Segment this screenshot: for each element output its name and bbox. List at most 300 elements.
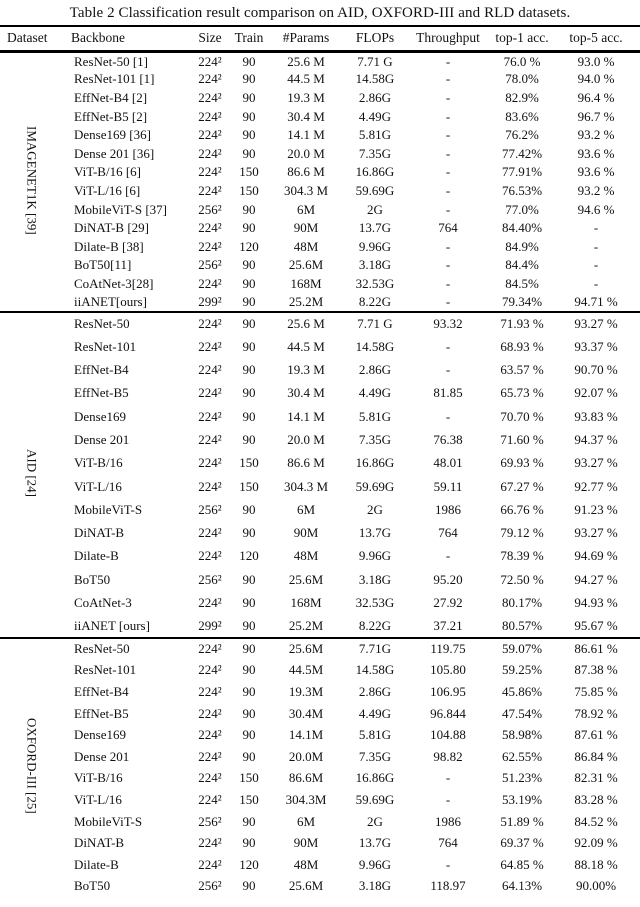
cell-top1-acc: 63.57 % [500,362,544,378]
cell-flops: 5.81G [358,408,392,424]
cell-backbone: BoT50 [74,878,111,894]
table-row [0,200,640,219]
table-row [0,660,640,682]
cell-top5-acc: 84.52 % [574,813,618,829]
cell-size: 224² [198,275,222,291]
cell-top1-acc: 84.4% [505,257,539,273]
cell-params: 90M [293,835,319,851]
cell-train: 90 [242,525,256,541]
cell-train: 90 [242,617,256,633]
cell-backbone: ViT-B/16 [74,455,123,471]
table-row [0,405,640,428]
table-row [0,811,640,833]
cell-flops: 3.18G [358,257,392,273]
cell-flops: 2.86G [358,362,392,378]
dataset-label: IMAGENET1K [39] [24,125,40,235]
cell-train: 90 [242,748,256,764]
cell-backbone: ResNet-50 [64,638,188,660]
cell-throughput: - [445,791,451,807]
cell-throughput: 76.38 [433,431,463,447]
table-row [0,144,640,163]
cell-top5-acc: 90.70 % [574,362,618,378]
cell-backbone: Dilate-B [74,548,119,564]
cell-train: 120 [239,238,259,254]
table-row [0,789,640,811]
table-row [0,335,640,358]
cell-throughput: 96.844 [430,705,466,721]
cell-backbone: CoAtNet-3 [74,595,132,611]
cell-backbone: ResNet-101 [74,338,137,354]
cell-size: 224² [198,220,222,236]
table-row [0,293,640,312]
cell-top1-acc: 58.98% [501,727,543,743]
cell-top5-acc: 96.4 % [577,89,615,105]
cell-size: 224² [198,770,222,786]
cell-throughput: - [445,275,451,291]
cell-train: 90 [242,294,256,310]
table-row [0,256,640,275]
cell-size: 224² [198,791,222,807]
cell-top1-acc: 84.40% [501,220,543,236]
cell-train: 90 [242,71,256,87]
cell-params: 25.6 M [287,53,325,69]
cell-train: 90 [242,127,256,143]
cell-params: 25.2M [288,294,324,310]
cell-backbone: ViT-L/16 [74,791,122,807]
cell-flops: 8.22G [358,617,392,633]
cell-top5-acc: 93.2 % [577,127,615,143]
cell-backbone: Dense 201 [36] [74,145,155,161]
cell-throughput: - [445,53,451,69]
cell-params: 86.6 M [287,455,325,471]
cell-params: 25.6M [266,638,346,660]
cell-top1-acc: 70.70 % [500,408,544,424]
cell-top5-acc: 94.71 % [574,294,618,310]
cell-size: 224² [198,71,222,87]
cell-backbone: ViT-B/16 [74,770,123,786]
cell-train: 150 [239,478,259,494]
cell-flops: 7.35G [358,145,392,161]
cell-top1-acc: 71.60 % [500,431,544,447]
cell-size: 224² [198,705,222,721]
column-header-backbone: Backbone [64,26,188,52]
cell-throughput: - [445,362,451,378]
cell-params: 19.3M [288,683,324,699]
table-caption: Table 2 Classification result comparison on AID, OXFORD-III and RLD datasets. [69,5,571,21]
cell-flops: 7.71G [346,638,404,660]
cell-throughput: 106.95 [430,683,466,699]
column-header-params: #Params [266,26,346,52]
cell-throughput: - [445,294,451,310]
cell-params: 14.1 M [287,127,325,143]
cell-top5-acc: 93.27 % [574,525,618,541]
column-header-size: Size [188,26,232,52]
cell-throughput: - [445,548,451,564]
cell-flops: 5.81G [358,127,392,143]
dataset-group-cell [0,52,64,312]
cell-flops: 9.96G [358,238,392,254]
cell-throughput: 1986 [435,501,461,517]
cell-top1-acc: 47.54% [501,705,543,721]
cell-backbone: ResNet-101 [1] [74,71,155,87]
cell-size: 256² [198,813,222,829]
cell-train: 90 [242,338,256,354]
cell-top1-acc: 84.5% [505,275,539,291]
cell-params: 90M [293,220,319,236]
table-row [0,237,640,256]
cell-top1-acc: 78.39 % [500,548,544,564]
cell-size: 224² [198,338,222,354]
table-row [0,358,640,381]
cell-flops: 59.69G [355,478,395,494]
cell-throughput: - [445,182,451,198]
cell-top1-acc: 79.34% [501,294,543,310]
cell-size: 224² [198,455,222,471]
cell-top1-acc: 80.57% [501,617,543,633]
cell-train: 90 [242,878,256,894]
cell-backbone: Dense169 [36] [74,127,151,143]
cell-top1-acc: 64.85 % [500,856,544,872]
cell-flops: 7.35G [358,748,392,764]
cell-flops: 4.49G [358,385,392,401]
cell-throughput: - [445,71,451,87]
cell-params: 25.6 M [266,312,346,335]
cell-params: 6M [296,501,316,517]
table-row [0,52,640,71]
cell-throughput: - [445,89,451,105]
cell-size: 256² [198,571,222,587]
cell-size: 224² [198,478,222,494]
cell-top5-acc: 93.6 % [577,164,615,180]
column-header-flops: FLOPs [346,26,404,52]
cell-size: 224² [198,127,222,143]
cell-throughput: 48.01 [433,455,463,471]
cell-params: 6M [296,813,316,829]
cell-size: 224² [198,748,222,764]
cell-top1-acc: 76.0 % [503,53,541,69]
cell-backbone: BoT50[11] [74,257,132,273]
cell-size: 224² [198,595,222,611]
cell-params: 25.2M [288,617,324,633]
cell-top5-acc: 86.61 % [552,638,640,660]
table-row [0,182,640,201]
table-row [0,615,640,638]
cell-train: 90 [242,501,256,517]
cell-train: 90 [242,431,256,447]
table-row [0,832,640,854]
cell-top5-acc: 87.38 % [574,662,618,678]
cell-flops: 9.96G [358,856,392,872]
cell-size: 224² [198,408,222,424]
cell-train: 90 [232,312,266,335]
cell-size: 224² [198,548,222,564]
cell-top1-acc: 53.19% [501,791,543,807]
cell-params: 30.4 M [287,108,325,124]
column-header-top5-acc: top-5 acc. [552,26,640,52]
cell-size: 224² [198,108,222,124]
table-row [0,126,640,145]
cell-size: 224² [198,525,222,541]
cell-top5-acc: - [593,275,599,291]
cell-backbone: CoAtNet-3[28] [74,275,154,291]
cell-backbone: EffNet-B4 [74,683,129,699]
cell-flops: 14.58G [355,71,395,87]
cell-top1-acc: 78.0% [505,71,539,87]
cell-backbone: Dense169 [74,727,126,743]
cell-throughput: - [445,238,451,254]
cell-train: 90 [242,813,256,829]
cell-top5-acc: 93.6 % [577,145,615,161]
cell-top5-acc: 94.27 % [574,571,618,587]
cell-throughput: 59.11 [433,478,463,494]
table-row [0,452,640,475]
cell-flops: 2G [367,201,383,217]
cell-top1-acc: 84.9% [505,238,539,254]
cell-train: 90 [242,362,256,378]
cell-flops: 13.7G [358,835,392,851]
cell-throughput: 764 [438,835,458,851]
cell-params: 25.6M [288,571,324,587]
table-row [0,591,640,614]
cell-size: 224² [198,856,222,872]
cell-flops: 14.58G [355,338,395,354]
cell-throughput: - [445,770,451,786]
cell-size: 224² [198,182,222,198]
cell-backbone: DiNAT-B [74,525,125,541]
cell-top1-acc: 77.42% [501,145,543,161]
cell-backbone: MobileViT-S [74,501,143,517]
cell-top1-acc: 83.6% [505,108,539,124]
table-row [0,498,640,521]
cell-size: 224² [198,662,222,678]
cell-top1-acc: 62.55% [501,748,543,764]
table-row [0,568,640,591]
cell-train: 90 [242,727,256,743]
cell-params: 304.3M [285,791,327,807]
cell-top5-acc: 83.28 % [574,791,618,807]
table-row [0,70,640,89]
cell-flops: 14.58G [355,662,395,678]
cell-size: 224² [198,683,222,699]
cell-size: 224² [188,638,232,660]
cell-train: 90 [242,705,256,721]
cell-params: 86.6M [288,770,324,786]
cell-top5-acc: 92.09 % [574,835,618,851]
cell-backbone: Dilate-B [38] [74,238,144,254]
cell-flops: 3.18G [358,878,392,894]
cell-top1-acc: 64.13% [501,878,543,894]
cell-backbone: ResNet-50 [64,312,188,335]
cell-top1-acc: 76.53% [501,182,543,198]
dataset-group-cell [0,638,64,897]
cell-throughput: - [445,164,451,180]
cell-train: 90 [242,571,256,587]
cell-backbone: Dense 201 [74,431,130,447]
cell-backbone: iiANET [ours] [74,617,150,633]
table-row [0,163,640,182]
cell-top1-acc: 67.27 % [500,478,544,494]
cell-backbone: ResNet-101 [74,662,137,678]
cell-train: 150 [239,164,259,180]
cell-train: 90 [242,108,256,124]
cell-top5-acc: 92.77 % [574,478,618,494]
table-row [0,545,640,568]
cell-params: 44.5M [288,662,324,678]
cell-flops: 4.49G [358,108,392,124]
cell-flops: 16.86G [355,770,395,786]
cell-params: 20.0 M [287,431,325,447]
cell-train: 150 [239,455,259,471]
table-row [0,638,640,660]
cell-top1-acc: 45.86% [501,683,543,699]
cell-params: 19.3 M [287,362,325,378]
table-row [0,703,640,725]
cell-top1-acc: 76.2% [505,127,539,143]
cell-size: 256² [198,501,222,517]
cell-train: 90 [242,220,256,236]
cell-flops: 2.86G [358,89,392,105]
cell-train: 120 [239,856,259,872]
cell-throughput: 95.20 [433,571,463,587]
cell-size: 256² [198,201,222,217]
cell-top5-acc: 82.31 % [574,770,618,786]
cell-size: 224² [198,164,222,180]
cell-top1-acc: 51.89 % [500,813,544,829]
cell-train: 150 [239,770,259,786]
cell-flops: 3.18G [358,571,392,587]
cell-size: 224² [198,385,222,401]
cell-top5-acc: 95.67 % [574,617,618,633]
cell-throughput: 27.92 [433,595,463,611]
cell-train: 120 [239,548,259,564]
cell-params: 86.6 M [287,164,325,180]
cell-top1-acc: 69.37 % [500,835,544,851]
cell-train: 90 [242,595,256,611]
cell-backbone: DiNAT-B [74,835,125,851]
cell-params: 90M [293,525,319,541]
cell-backbone: ViT-L/16 [74,478,122,494]
cell-params: 20.0 M [287,145,325,161]
table-row [0,521,640,544]
cell-top5-acc: 93.27 % [552,312,640,335]
cell-params: 14.1 M [287,408,325,424]
cell-train: 150 [239,182,259,198]
cell-top5-acc: 75.85 % [574,683,618,699]
cell-size: 256² [198,878,222,894]
table-row [0,428,640,451]
cell-backbone: ViT-L/16 [6] [74,182,141,198]
cell-train: 90 [242,201,256,217]
cell-throughput: 764 [438,525,458,541]
cell-top5-acc: 94.69 % [574,548,618,564]
cell-train: 90 [242,385,256,401]
cell-params: 44.5 M [287,71,325,87]
cell-params: 14.1M [288,727,324,743]
cell-top1-acc: 59.07% [492,638,552,660]
table-row [0,876,640,898]
cell-top1-acc: 82.9% [505,89,539,105]
cell-top5-acc: 94.93 % [574,595,618,611]
table-row [0,724,640,746]
cell-params: 304.3 M [283,478,329,494]
cell-flops: 32.53G [355,275,395,291]
cell-top5-acc: 78.92 % [574,705,618,721]
cell-flops: 8.22G [358,294,392,310]
cell-top1-acc: 68.93 % [500,338,544,354]
cell-backbone: BoT50 [74,571,111,587]
table-row [0,382,640,405]
cell-throughput: 93.32 [404,312,492,335]
cell-backbone: iiANET[ours] [74,294,147,310]
cell-backbone: Dense169 [74,408,126,424]
cell-top1-acc: 71.93 % [492,312,552,335]
cell-size: 299² [198,617,222,633]
dataset-group-cell [0,312,64,638]
table-row [0,107,640,126]
cell-flops: 5.81G [358,727,392,743]
cell-flops: 2G [367,813,383,829]
cell-top1-acc: 80.17% [501,595,543,611]
dataset-label: AID [24] [24,448,40,497]
cell-throughput: - [445,408,451,424]
table-row [0,219,640,238]
cell-params: 48M [293,238,319,254]
cell-flops: 7.71 G [346,312,404,335]
cell-throughput: 104.88 [430,727,466,743]
cell-throughput: - [445,108,451,124]
table-row [0,275,640,294]
cell-throughput: - [445,856,451,872]
cell-throughput: 37.21 [433,617,463,633]
cell-backbone: ViT-B/16 [6] [74,164,141,180]
cell-train: 90 [242,257,256,273]
cell-top5-acc: 94.6 % [577,201,615,217]
cell-train: 90 [242,683,256,699]
cell-top1-acc: 77.0% [505,201,539,217]
cell-train: 150 [239,791,259,807]
cell-backbone: EffNet-B4 [2] [74,89,148,105]
cell-size: 224² [198,238,222,254]
cell-throughput: 1986 [435,813,461,829]
cell-params: 6M [296,201,316,217]
cell-params: 25.6M [288,878,324,894]
cell-top5-acc: 90.00% [575,878,617,894]
cell-top1-acc: 65.73 % [500,385,544,401]
cell-throughput: - [445,127,451,143]
header-row [0,26,640,52]
cell-top5-acc: 91.23 % [574,501,618,517]
cell-flops: 32.53G [355,595,395,611]
table-row [0,312,640,335]
cell-top5-acc: 93.83 % [574,408,618,424]
cell-params: 19.3 M [287,89,325,105]
cell-flops: 9.96G [358,548,392,564]
cell-size: 224² [198,727,222,743]
cell-top5-acc: 94.0 % [577,71,615,87]
cell-top1-acc: 69.93 % [500,455,544,471]
cell-throughput: 119.75 [404,638,492,660]
column-header-train: Train [232,26,266,52]
cell-throughput: 98.82 [433,748,463,764]
cell-top1-acc: 51.23% [501,770,543,786]
cell-throughput: 118.97 [430,878,466,894]
cell-size: 256² [198,257,222,273]
table-row [0,681,640,703]
cell-flops: 2.86G [358,683,392,699]
cell-flops: 7.35G [358,431,392,447]
cell-top1-acc: 59.25% [501,662,543,678]
cell-top5-acc: 93.37 % [574,338,618,354]
